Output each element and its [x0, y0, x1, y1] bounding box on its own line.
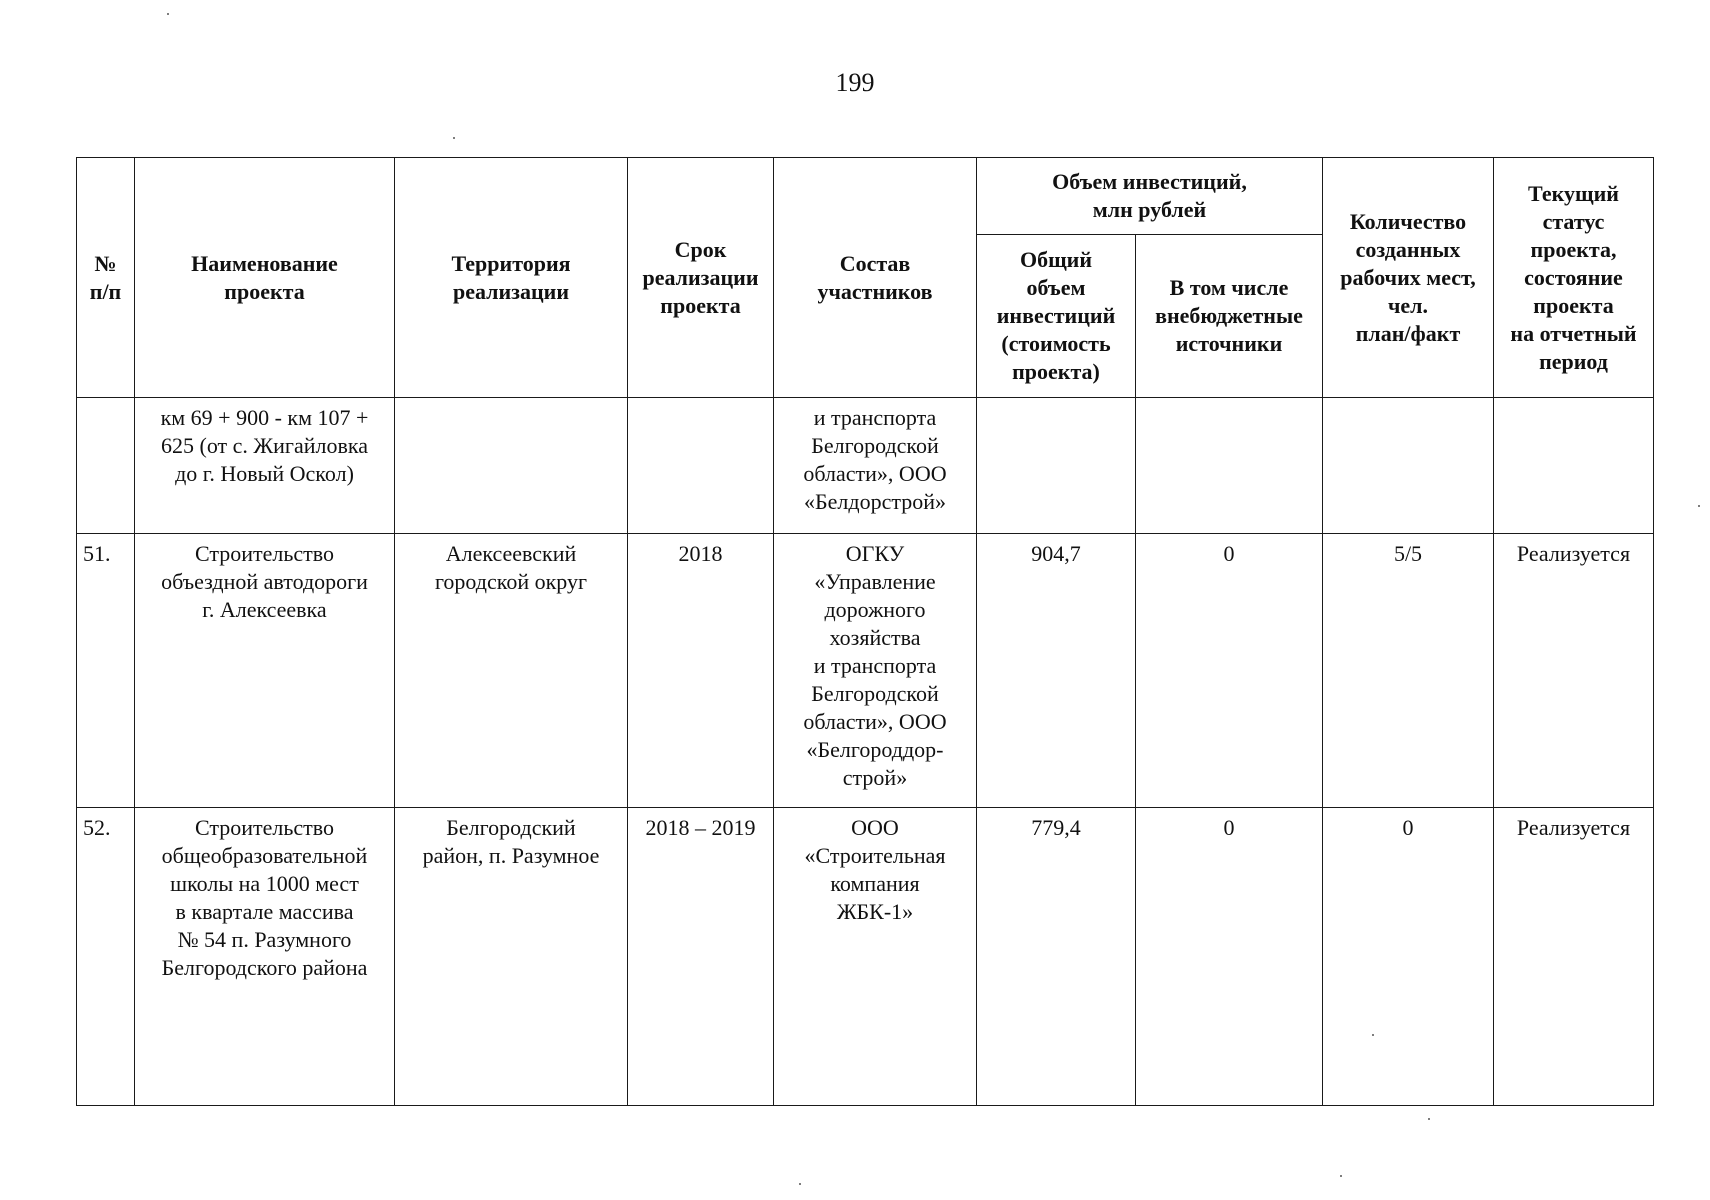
- cell-jobs: [1323, 398, 1494, 534]
- cell-territory: Алексеевский городской округ: [395, 534, 628, 808]
- cell-num: 52.: [77, 808, 135, 1106]
- cell-investment-total: [977, 398, 1136, 534]
- header-term: Срок реализации проекта: [628, 158, 774, 398]
- cell-participants: ООО «Строительная компания ЖБК-1»: [774, 808, 977, 1106]
- cell-jobs: 5/5: [1323, 534, 1494, 808]
- header-investment-group: Объем инвестиций, млн рублей: [977, 158, 1323, 235]
- cell-term: 2018: [628, 534, 774, 808]
- cell-status: Реализуется: [1494, 808, 1654, 1106]
- header-participants: Состав участников: [774, 158, 977, 398]
- table-row: [77, 808, 1654, 1106]
- cell-status: Реализуется: [1494, 534, 1654, 808]
- cell-term: [628, 398, 774, 534]
- page-number: 199: [835, 68, 875, 97]
- scan-speck: [1698, 505, 1700, 507]
- scan-speck: [1428, 1118, 1430, 1120]
- cell-term: 2018 – 2019: [628, 808, 774, 1106]
- table-row: [77, 398, 1654, 534]
- header-name: Наименование проекта: [135, 158, 395, 398]
- header-investment-extra: В том числе внебюджетные источники: [1136, 235, 1323, 398]
- header-investment-total: Общий объем инвестиций (стоимость проекта): [977, 235, 1136, 398]
- cell-territory: Белгородский район, п. Разумное: [395, 808, 628, 1106]
- cell-investment-extra: 0: [1136, 808, 1323, 1106]
- scan-speck: [1372, 1034, 1374, 1036]
- scan-speck: [453, 137, 455, 139]
- investment-projects-table: [76, 157, 1654, 1106]
- cell-investment-total: 779,4: [977, 808, 1136, 1106]
- cell-jobs: 0: [1323, 808, 1494, 1106]
- cell-num: [77, 398, 135, 534]
- header-num: № п/п: [77, 158, 135, 398]
- cell-participants: ОГКУ «Управление дорожного хозяйства и транспорта Белгородской области», ООО «Белгороддор- строй»: [774, 534, 977, 808]
- cell-name: км 69 + 900 - км 107 + 625 (от с. Жигайловка до г. Новый Оскол): [135, 398, 395, 534]
- cell-status: [1494, 398, 1654, 534]
- cell-investment-extra: [1136, 398, 1323, 534]
- cell-investment-total: 904,7: [977, 534, 1136, 808]
- header-row-1: [77, 158, 1654, 235]
- cell-participants: и транспорта Белгородской области», ООО «Белдорстрой»: [774, 398, 977, 534]
- cell-name: Строительство общеобразовательной школы на 1000 мест в квартале массива № 54 п. Разумного Белгородского района: [135, 808, 395, 1106]
- cell-name: Строительство объездной автодороги г. Алексеевка: [135, 534, 395, 808]
- scan-speck: [167, 13, 169, 15]
- cell-num: 51.: [77, 534, 135, 808]
- table-row: [77, 534, 1654, 808]
- scan-speck: [799, 1183, 801, 1185]
- header-jobs: Количество созданных рабочих мест, чел. план/факт: [1323, 158, 1494, 398]
- scan-speck: [1340, 1175, 1342, 1177]
- cell-investment-extra: 0: [1136, 534, 1323, 808]
- cell-territory: [395, 398, 628, 534]
- header-territory: Территория реализации: [395, 158, 628, 398]
- header-status: Текущий статус проекта, состояние проекта на отчетный период: [1494, 158, 1654, 398]
